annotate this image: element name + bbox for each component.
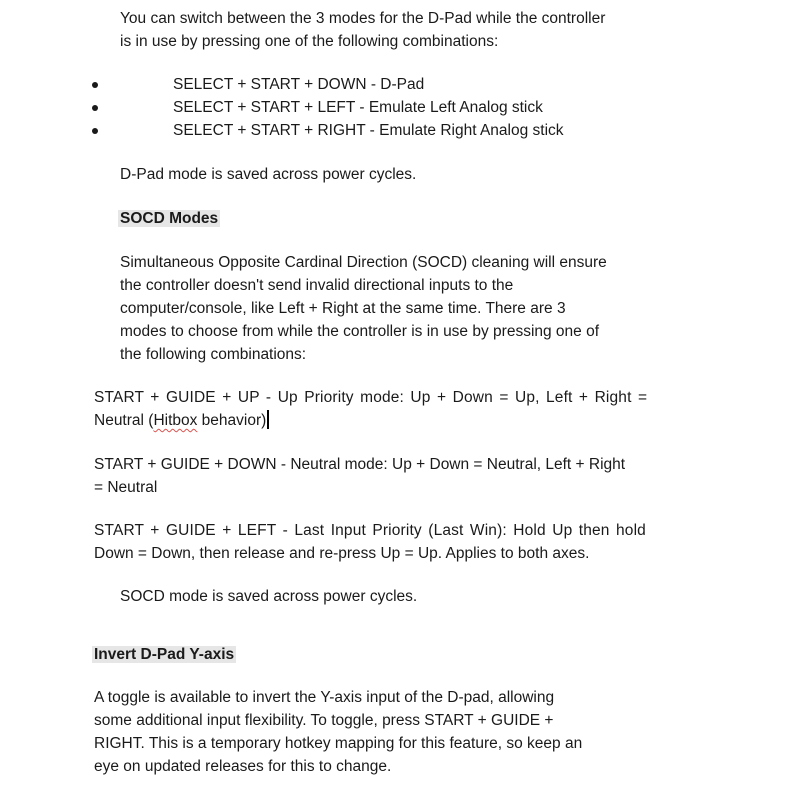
socd-up-priority-line-1: START + GUIDE + UP - Up Priority mode: Up + Down = Up, Left + Right = [94,389,648,406]
socd-up-priority-line-2[interactable] [94,409,269,432]
spelling-error-word: Hitbox [153,412,198,429]
socd-heading-wrapper [120,207,220,230]
text-run: Neutral ( [94,412,154,429]
text-cursor [267,410,269,429]
invert-desc-line: A toggle is available to invert the Y-axis input of the D-pad, allowing [94,689,555,706]
dpad-intro-line-1: You can switch between the 3 modes for the D-Pad while the controller [120,10,606,27]
invert-desc-line: some additional input flexibility. To toggle, press START + GUIDE + [94,712,554,729]
invert-desc-line: eye on updated releases for this to change. [94,758,392,775]
bullet-icon [92,105,98,111]
dpad-mode-item: SELECT + START + RIGHT - Emulate Right Analog stick [173,122,564,139]
dpad-intro-line-2: is in use by pressing one of the following combinations: [120,33,499,50]
socd-desc-line: Simultaneous Opposite Cardinal Direction (SOCD) cleaning will ensure [120,254,607,271]
socd-desc-line: computer/console, like Left + Right at the same time. There are 3 [120,300,566,317]
socd-neutral-line-1: START + GUIDE + DOWN - Neutral mode: Up + Down = Neutral, Left + Right [94,456,626,473]
socd-saved-note: SOCD mode is saved across power cycles. [120,588,418,605]
dpad-mode-item: SELECT + START + LEFT - Emulate Left Analog stick [173,99,543,116]
socd-desc-line: modes to choose from while the controller is in use by pressing one of [120,323,600,340]
section-heading: SOCD Modes [120,210,219,227]
socd-neutral-line-2: = Neutral [94,479,158,496]
socd-desc-line: the following combinations: [120,346,307,363]
bullet-icon [92,128,98,134]
socd-desc-line: the controller doesn't send invalid directional inputs to the [120,277,514,294]
text-run: behavior) [197,412,267,429]
socd-last-input-line-1: START + GUIDE + LEFT - Last Input Priority (Last Win): Hold Up then hold [94,522,646,539]
dpad-saved-note: D-Pad mode is saved across power cycles. [120,166,417,183]
bullet-icon [92,82,98,88]
invert-heading-wrapper [94,643,236,666]
dpad-mode-item: SELECT + START + DOWN - D-Pad [173,76,425,93]
invert-desc-line: RIGHT. This is a temporary hotkey mapping for this feature, so keep an [94,735,583,752]
section-heading: Invert D-Pad Y-axis [94,646,235,663]
socd-last-input-line-2: Down = Down, then release and re-press Up = Up. Applies to both axes. [94,545,590,562]
